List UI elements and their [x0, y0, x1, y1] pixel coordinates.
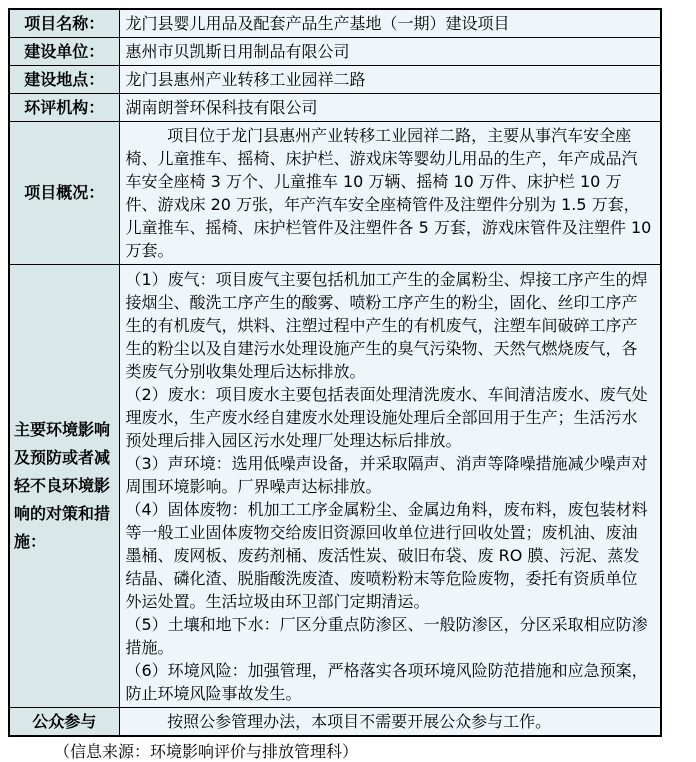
measure-paragraph-solid-waste: （4）固体废物：机加工工序金属粉尘、金属边角料，废布料，废包装材料等一般工业固体废物交给废旧资源回收单位进行回收处置；废机油、废油墨桶、废网板、废药剂桶、废活性炭、破旧布袋、废 RO 膜、污泥、蒸发结晶、磷化渣、脱脂酸洗废渣、废喷粉粉末等危险废物，委托有资质单位外运处置。生活垃圾由环卫部门定期清运。 [125, 499, 648, 611]
measure-paragraph-environmental-risk: （6）环境风险：加强管理，严格落实各项环境风险防范措施和应急预案，防止环境风险事故发生。 [125, 660, 648, 703]
construction-site-label: 建设地点： [9, 66, 119, 94]
public-participation-paragraph: 按照公参管理办法，本项目不需要开展公众参与工作。 [167, 712, 552, 731]
environmental-measures-value [119, 265, 661, 708]
measure-paragraph-waste-water: （2）废水：项目废水主要包括表面处理清洗废水、车间清洁废水、废气处理废水，生产废水经自建废水处理设施处理后全部回用于生产；生活污水预处理后排入园区污水处理厂处理达标后排放。 [125, 384, 648, 450]
project-overview-value [119, 122, 661, 265]
project-name-value: 龙门县婴儿用品及配套产品生产基地（一期）建设项目 [119, 9, 661, 38]
measure-paragraph-noise: （3）声环境：选用低噪声设备，并采取隔声、消声等降噪措施减少噪声对周围环境影响。厂界噪声达标排放。 [125, 453, 648, 496]
info-source-note: （信息来源：环境影响评价与排放管理科） [54, 742, 359, 761]
table-row-environmental-measures [9, 265, 661, 708]
project-overview-label: 项目概况： [9, 122, 119, 265]
construction-unit-value: 惠州市贝凯斯日用制品有限公司 [119, 38, 661, 66]
project-info-table [8, 8, 662, 737]
table-row-project-overview [9, 122, 661, 265]
eia-agency-value: 湖南朗誉环保科技有限公司 [119, 94, 661, 122]
project-name-label: 项目名称： [9, 9, 119, 38]
environmental-measures-label: 主要环境影响及预防或者减轻不良环境影响的对策和措施： [9, 265, 119, 708]
project-overview-paragraph: 项目位于龙门县惠州产业转移工业园祥二路，主要从事汽车安全座椅、儿童推车、摇椅、床护栏、游戏床等婴幼儿用品的生产，年产成品汽车安全座椅 3 万个、儿童推车 10 万辆、摇椅 10 万件、床护栏 10 万件、游戏床 20 万张，年产汽车安全座椅管件及注塑件分别为 1.5 万套，儿童推车、摇椅、床护栏管件及注塑件各 5 万套，游戏床管件及注塑件 10 万套。 [125, 126, 652, 260]
table-row-eia-agency [9, 94, 661, 122]
table-row-construction-unit [9, 38, 661, 66]
construction-unit-label: 建设单位： [9, 38, 119, 66]
construction-site-value: 龙门县惠州产业转移工业园祥二路 [119, 66, 661, 94]
table-row-construction-site [9, 66, 661, 94]
measure-paragraph-waste-gas: （1）废气：项目废气主要包括机加工产生的金属粉尘、焊接工序产生的焊接烟尘、酸洗工序产生的酸雾、喷粉工序产生的粉尘，固化、丝印工序产生的有机废气，烘料、注塑过程中产生的有机废气，注塑车间破碎工序产生的粉尘以及自建污水处理设施产生的臭气污染物、天然气燃烧废气，各类废气分别收集处理后达标排放。 [125, 269, 648, 381]
measure-paragraph-soil-groundwater: （5）土壤和地下水：厂区分重点防渗区、一般防渗区，分区采取相应防渗措施。 [125, 614, 648, 657]
table-row-public-participation [9, 708, 661, 737]
public-participation-label: 公众参与 [9, 708, 119, 737]
table-row-project-name [9, 9, 661, 38]
eia-agency-label: 环评机构： [9, 94, 119, 122]
public-participation-value [119, 708, 661, 737]
